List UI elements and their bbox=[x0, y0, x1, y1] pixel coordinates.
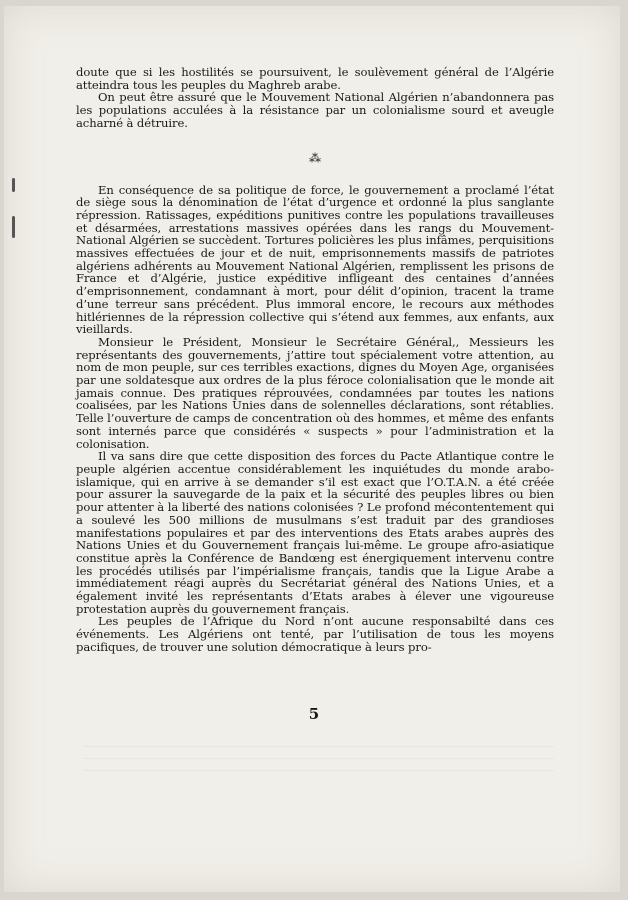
binding-mark bbox=[12, 216, 15, 238]
page-body-text bbox=[76, 66, 554, 654]
section-separator: ⁂ bbox=[309, 150, 321, 165]
paragraph: En conséquence de sa politique de force, le gouvernement a proclamé l’état de siège sous la dénomination de l’état d’urgence et ordonné la plus sanglante répression. Ratissages, expéditions punitives contre les populations travailleuses et désarmées, arrestations massives opérées dans les rangs du Mouvement-National Algérien se succèdent. Tortures policières les plus infâmes, perquisitions massives effectuées de jour et de nuit, emprisonnements massifs de patriotes algériens adhérents au Mouvement National Algérien, remplissent les prisons de France et d’Algérie, justice expéditive infligeant des centaines d’années d’emprisonnement, condamnant à mort, pour délit d’opinion, tracent la trame d’une terreur sans précédent. Plus immoral encore, le recours aux méthodes hitlériennes de la répression collective qui s’étend aux femmes, aux enfants, aux vieillards. bbox=[76, 182, 554, 337]
paragraph-continuation: doute que si les hostilités se poursuivent, le soulèvement général de l’Algérie atteindra tous les peuples du Maghreb arabe. bbox=[76, 65, 554, 92]
page-number: 5 bbox=[308, 705, 320, 723]
binding-mark bbox=[12, 178, 15, 192]
paragraph: Monsieur le Président, Monsieur le Secrétaire Général,, Messieurs les représentants des gouvernements, j’attire tout spécialement votre attention, au nom de mon peuple, sur ces terribles exactions, dignes du Moyen Age, organisées par une soldatesque aux ordres de la plus féroce colonialisation que le monde ait jamais connue. Des pratiques réprouvées, condamnées par toutes les nations coalisées, par les Nations Unies dans de solennelles déclarations, sont rétablies. Telle l’ouverture de camps de concentration où des hommes, et même des enfants sont internés parce que considérés « suspects » pour l’administration et la colonisation. bbox=[76, 334, 554, 451]
paragraph: On peut être assuré que le Mouvement National Algérien n’abandonnera pas les populations acculées à la résistance par un colonialisme sourd et aveugle acharné à détruire. bbox=[76, 90, 554, 130]
paragraph: Il va sans dire que cette disposition des forces du Pacte Atlantique contre le peuple algérien accentue considérablement les inquiétudes du monde arabo-islamique, qui en arrive à se demander s’il est exact que l’O.T.A.N. a été créée pour assurer la sauvegarde de la paix et la sécurité des peuples libres ou bien pour attenter à la liberté des nations colonisées ? Le profond mécontentement qui a soulevé les 500 millions de musulmans s’est traduit par des grandioses manifestations populaires et par des interventions des Etats arabes auprès des Nations Unies et du Gouvernement français lui-même. Le groupe afro-asiatique constitue après la Conférence de Bandœng est énergiquement intervenu contre les procédés utilisés par l’impérialisme français, tandis que la Ligue Arabe a immédiatement réagi auprès du Secrétariat général des Nations Unies, et a également invité les représentants d’Etats arabes à élever une vigoureuse protestation auprès du gouvernement français. bbox=[76, 449, 554, 616]
paragraph: Les peuples de l’Afrique du Nord n’ont aucune responsabilté dans ces événements. Les Algériens ont tenté, par l’utilisation de tous les moyens pacifiques, de trouver une solution démocratique à leurs pro- bbox=[76, 614, 554, 654]
